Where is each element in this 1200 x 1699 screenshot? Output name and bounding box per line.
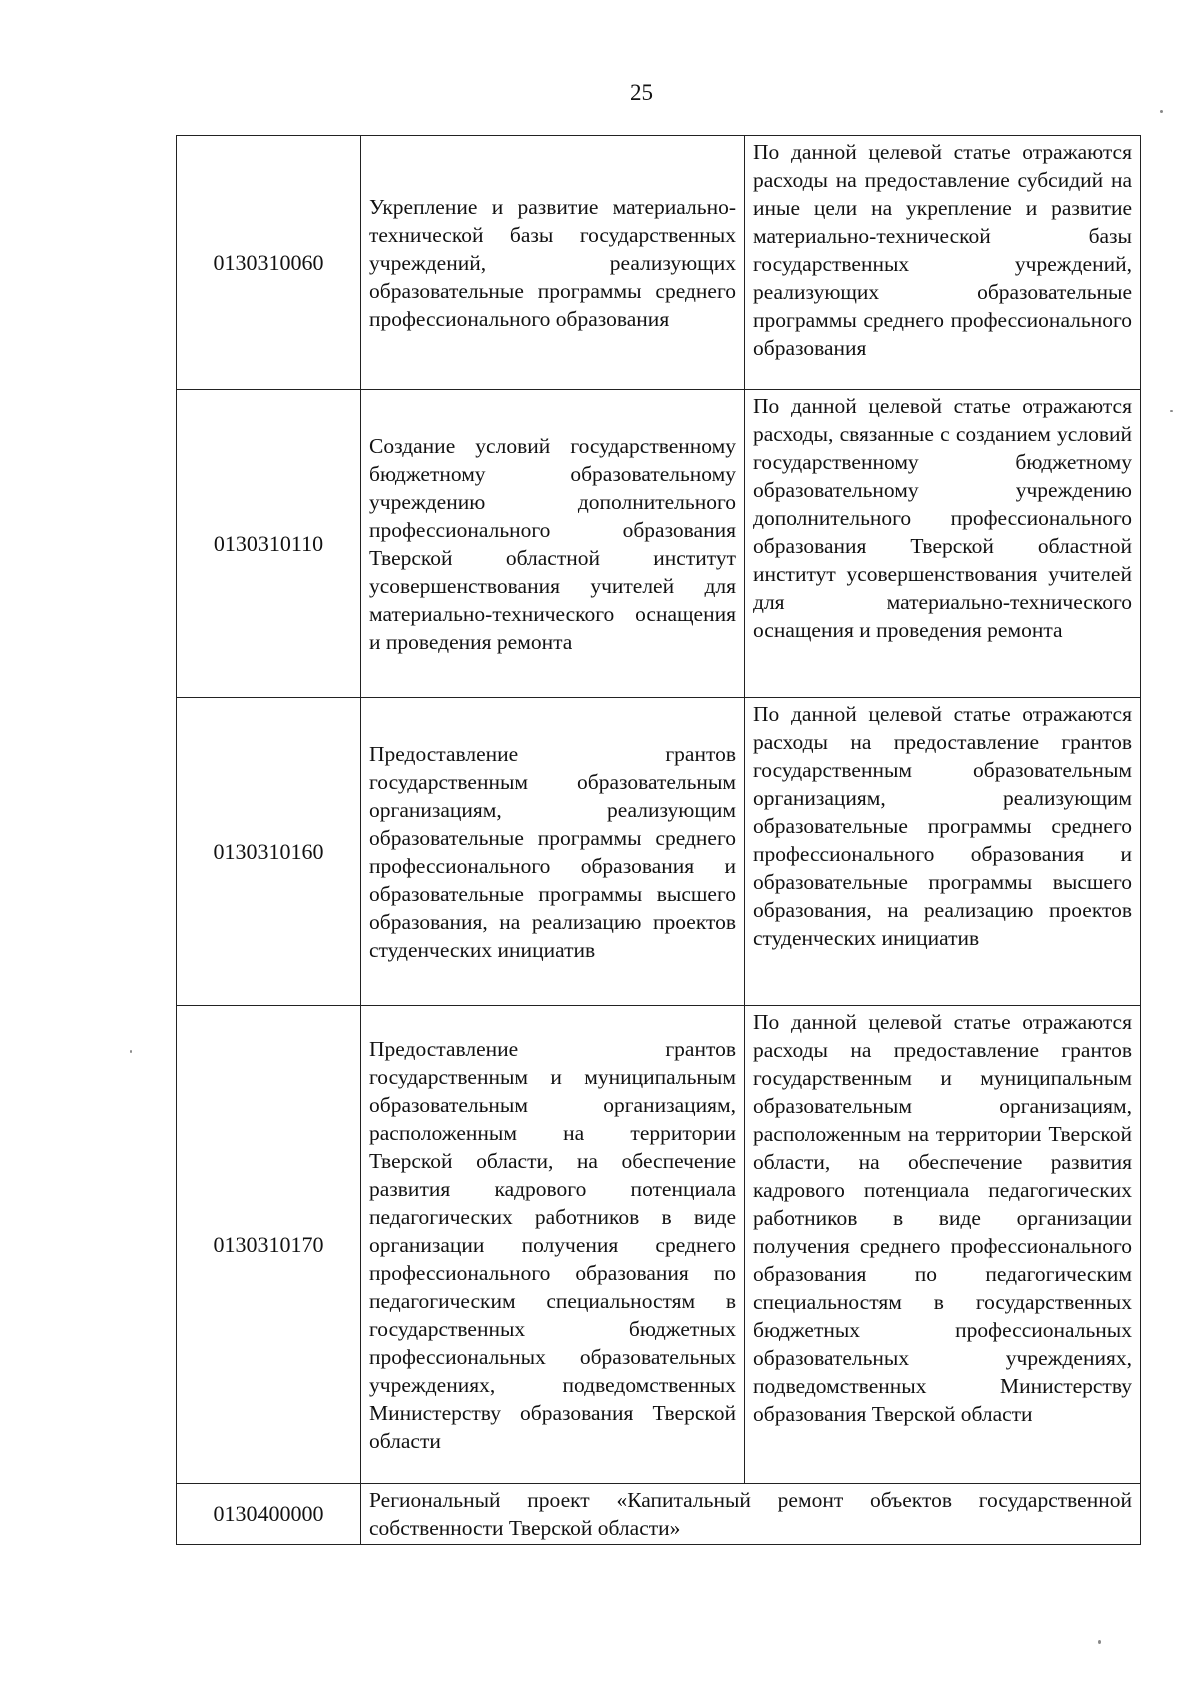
- description-cell: По данной целевой статье отражаются расходы на предоставление субсидий на иные цели на укрепление и развитие материально-технической базы государственных учреждений, реализующих образовательные программы среднего профессионального образования: [745, 136, 1141, 390]
- scan-speck: [1170, 410, 1173, 412]
- name-cell: Предоставление грантов государственным образовательным организациям, реализующим образовательные программы среднего профессионального образования и образовательные программы высшего образования, на реализацию проектов студенческих инициатив: [361, 698, 745, 1006]
- description-cell: По данной целевой статье отражаются расходы на предоставление грантов государственным образовательным организациям, реализующим образовательные программы среднего профессионального образования и образовательные программы высшего образования, на реализацию проектов студенческих инициатив: [745, 698, 1141, 1006]
- scan-speck: [1098, 1640, 1101, 1644]
- code-cell: 0130400000: [177, 1484, 361, 1545]
- page-number: 25: [630, 80, 653, 105]
- code-cell: 0130310160: [177, 698, 361, 1006]
- table-row: [177, 390, 1141, 698]
- description-cell: По данной целевой статье отражаются расходы на предоставление грантов государственным и муниципальным образовательным организациям, расположенным на территории Тверской области, на обеспечение развития кадрового потенциала педагогических работников в виде организации получения среднего профессионального образования по педагогическим специальностям в государственных бюджетных профессиональных образовательных учреждениях, подведомственных Министерству образования Тверской области: [745, 1006, 1141, 1484]
- table-row: [177, 1006, 1141, 1484]
- table-row-project: [177, 1484, 1141, 1545]
- code-cell: 0130310170: [177, 1006, 361, 1484]
- code-cell: 0130310110: [177, 390, 361, 698]
- budget-code-table: [176, 135, 1141, 1545]
- scan-speck: [1160, 110, 1163, 113]
- name-cell: Предоставление грантов государственным и муниципальным образовательным организациям, расположенным на территории Тверской области, на обеспечение развития кадрового потенциала педагогических работников в виде организации получения среднего профессионального образования по педагогическим специальностям в государственных бюджетных профессиональных образовательных учреждениях, подведомственных Министерству образования Тверской области: [361, 1006, 745, 1484]
- name-cell: Создание условий государственному бюджетному образовательному учреждению дополнительного профессионального образования Тверской областной институт усовершенствования учителей для материально-технического оснащения и проведения ремонта: [361, 390, 745, 698]
- project-title-cell: Региональный проект «Капитальный ремонт объектов государственной собственности Тверской области»: [361, 1484, 1141, 1545]
- code-cell: 0130310060: [177, 136, 361, 390]
- name-cell: Укрепление и развитие материально-технической базы государственных учреждений, реализующих образовательные программы среднего профессионального образования: [361, 136, 745, 390]
- table-row: [177, 136, 1141, 390]
- scan-speck: [130, 1050, 132, 1053]
- description-cell: По данной целевой статье отражаются расходы, связанные с созданием условий государственному бюджетному образовательному учреждению дополнительного профессионального образования Тверской областной институт усовершенствования учителей для материально-технического оснащения и проведения ремонта: [745, 390, 1141, 698]
- table-row: [177, 698, 1141, 1006]
